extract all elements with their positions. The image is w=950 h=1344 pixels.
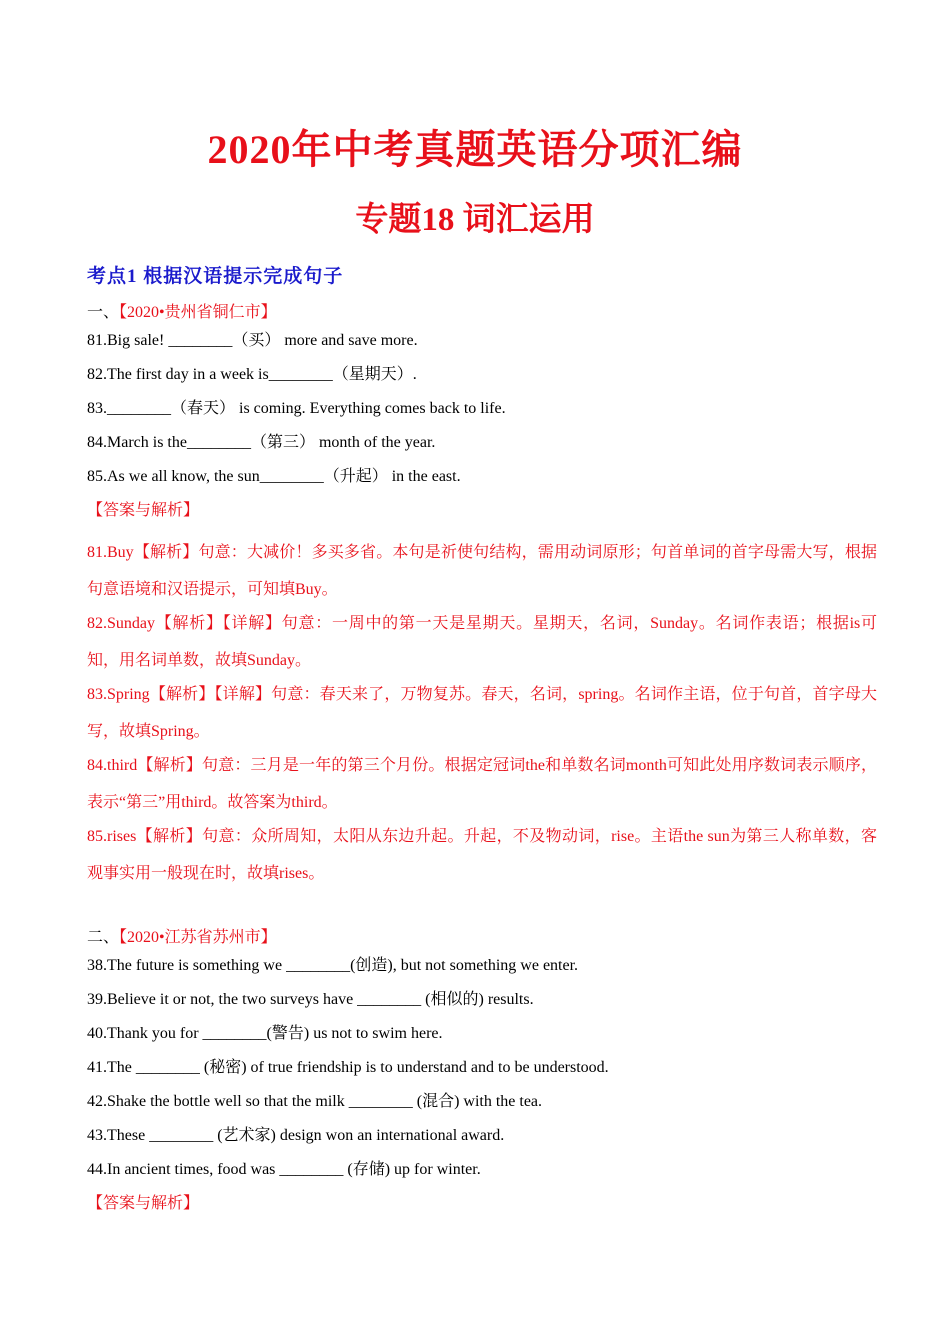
question-item: 83.________（春天） is coming. Everything comes back to life. (87, 400, 506, 417)
document-body (87, 262, 877, 1227)
group-label-1 (87, 302, 877, 324)
question-item: 81.Big sale! ________（买） more and save more. (87, 332, 418, 349)
explanation-item: 85.rises【解析】句意：众所周知，太阳从东边升起。升起，不及物动词，rise。主语the sun为第三人称单数，客观事实用一般现在时，故填rises。 (87, 828, 877, 882)
document-title: 2020年中考真题英语分项汇编 (207, 127, 743, 172)
explanation-item: 83.Spring【解析】【详解】句意：春天来了，万物复苏。春天，名词，spring。名词作主语，位于句首，首字母大写，故填Spring。 (87, 686, 877, 740)
group-source: 【2020•贵州省铜仁市】 (119, 304, 277, 321)
question-item: 40.Thank you for ________(警告) us not to swim here. (87, 1025, 443, 1042)
group-label-2 (87, 927, 877, 949)
explanation-item: 81.Buy【解析】句意：大减价！多买多省。本句是祈使句结构，需用动词原形；句首单词的首字母需大写，根据句意语境和汉语提示，可知填Buy。 (87, 544, 877, 598)
document-subtitle: 专题18 词汇运用 (355, 202, 595, 238)
question-item: 43.These ________ (艺术家) design won an international award. (87, 1127, 505, 1144)
group-prefix: 二、 (87, 929, 120, 946)
question-item: 41.The ________ (秘密) of true friendship is to understand and to be understood. (87, 1059, 609, 1076)
spacer (87, 889, 877, 927)
question-item: 44.In ancient times, food was ________ (存储) up for winter. (87, 1161, 481, 1178)
answer-label: 【答案与解析】 (87, 1195, 200, 1212)
question-item: 85.As we all know, the sun________（升起） in the east. (87, 468, 461, 485)
explanation-item: 84.third【解析】句意：三月是一年的第三个月份。根据定冠词the和单数名词month可知此处用序数词表示顺序，表示“第三”用third。故答案为third。 (87, 757, 877, 811)
section-heading: 考点1 根据汉语提示完成句子 (87, 266, 344, 287)
question-item: 39.Believe it or not, the two surveys have ________ (相似的) results. (87, 991, 534, 1008)
group-source: 【2020•江苏省苏州市】 (119, 929, 277, 946)
question-item: 84.March is the________（第三） month of the year. (87, 434, 436, 451)
group-prefix: 一、 (87, 304, 120, 321)
question-item: 38.The future is something we ________(创造), but not something we enter. (87, 957, 579, 974)
question-item: 82.The first day in a week is________（星期天）. (87, 366, 417, 383)
question-item: 42.Shake the bottle well so that the milk ________ (混合) with the tea. (87, 1093, 543, 1110)
explanation-item: 82.Sunday【解析】【详解】句意：一周中的第一天是星期天。星期天，名词，Sunday。名词作表语；根据is可知，用名词单数，故填Sunday。 (87, 615, 877, 669)
answer-label: 【答案与解析】 (87, 502, 200, 519)
